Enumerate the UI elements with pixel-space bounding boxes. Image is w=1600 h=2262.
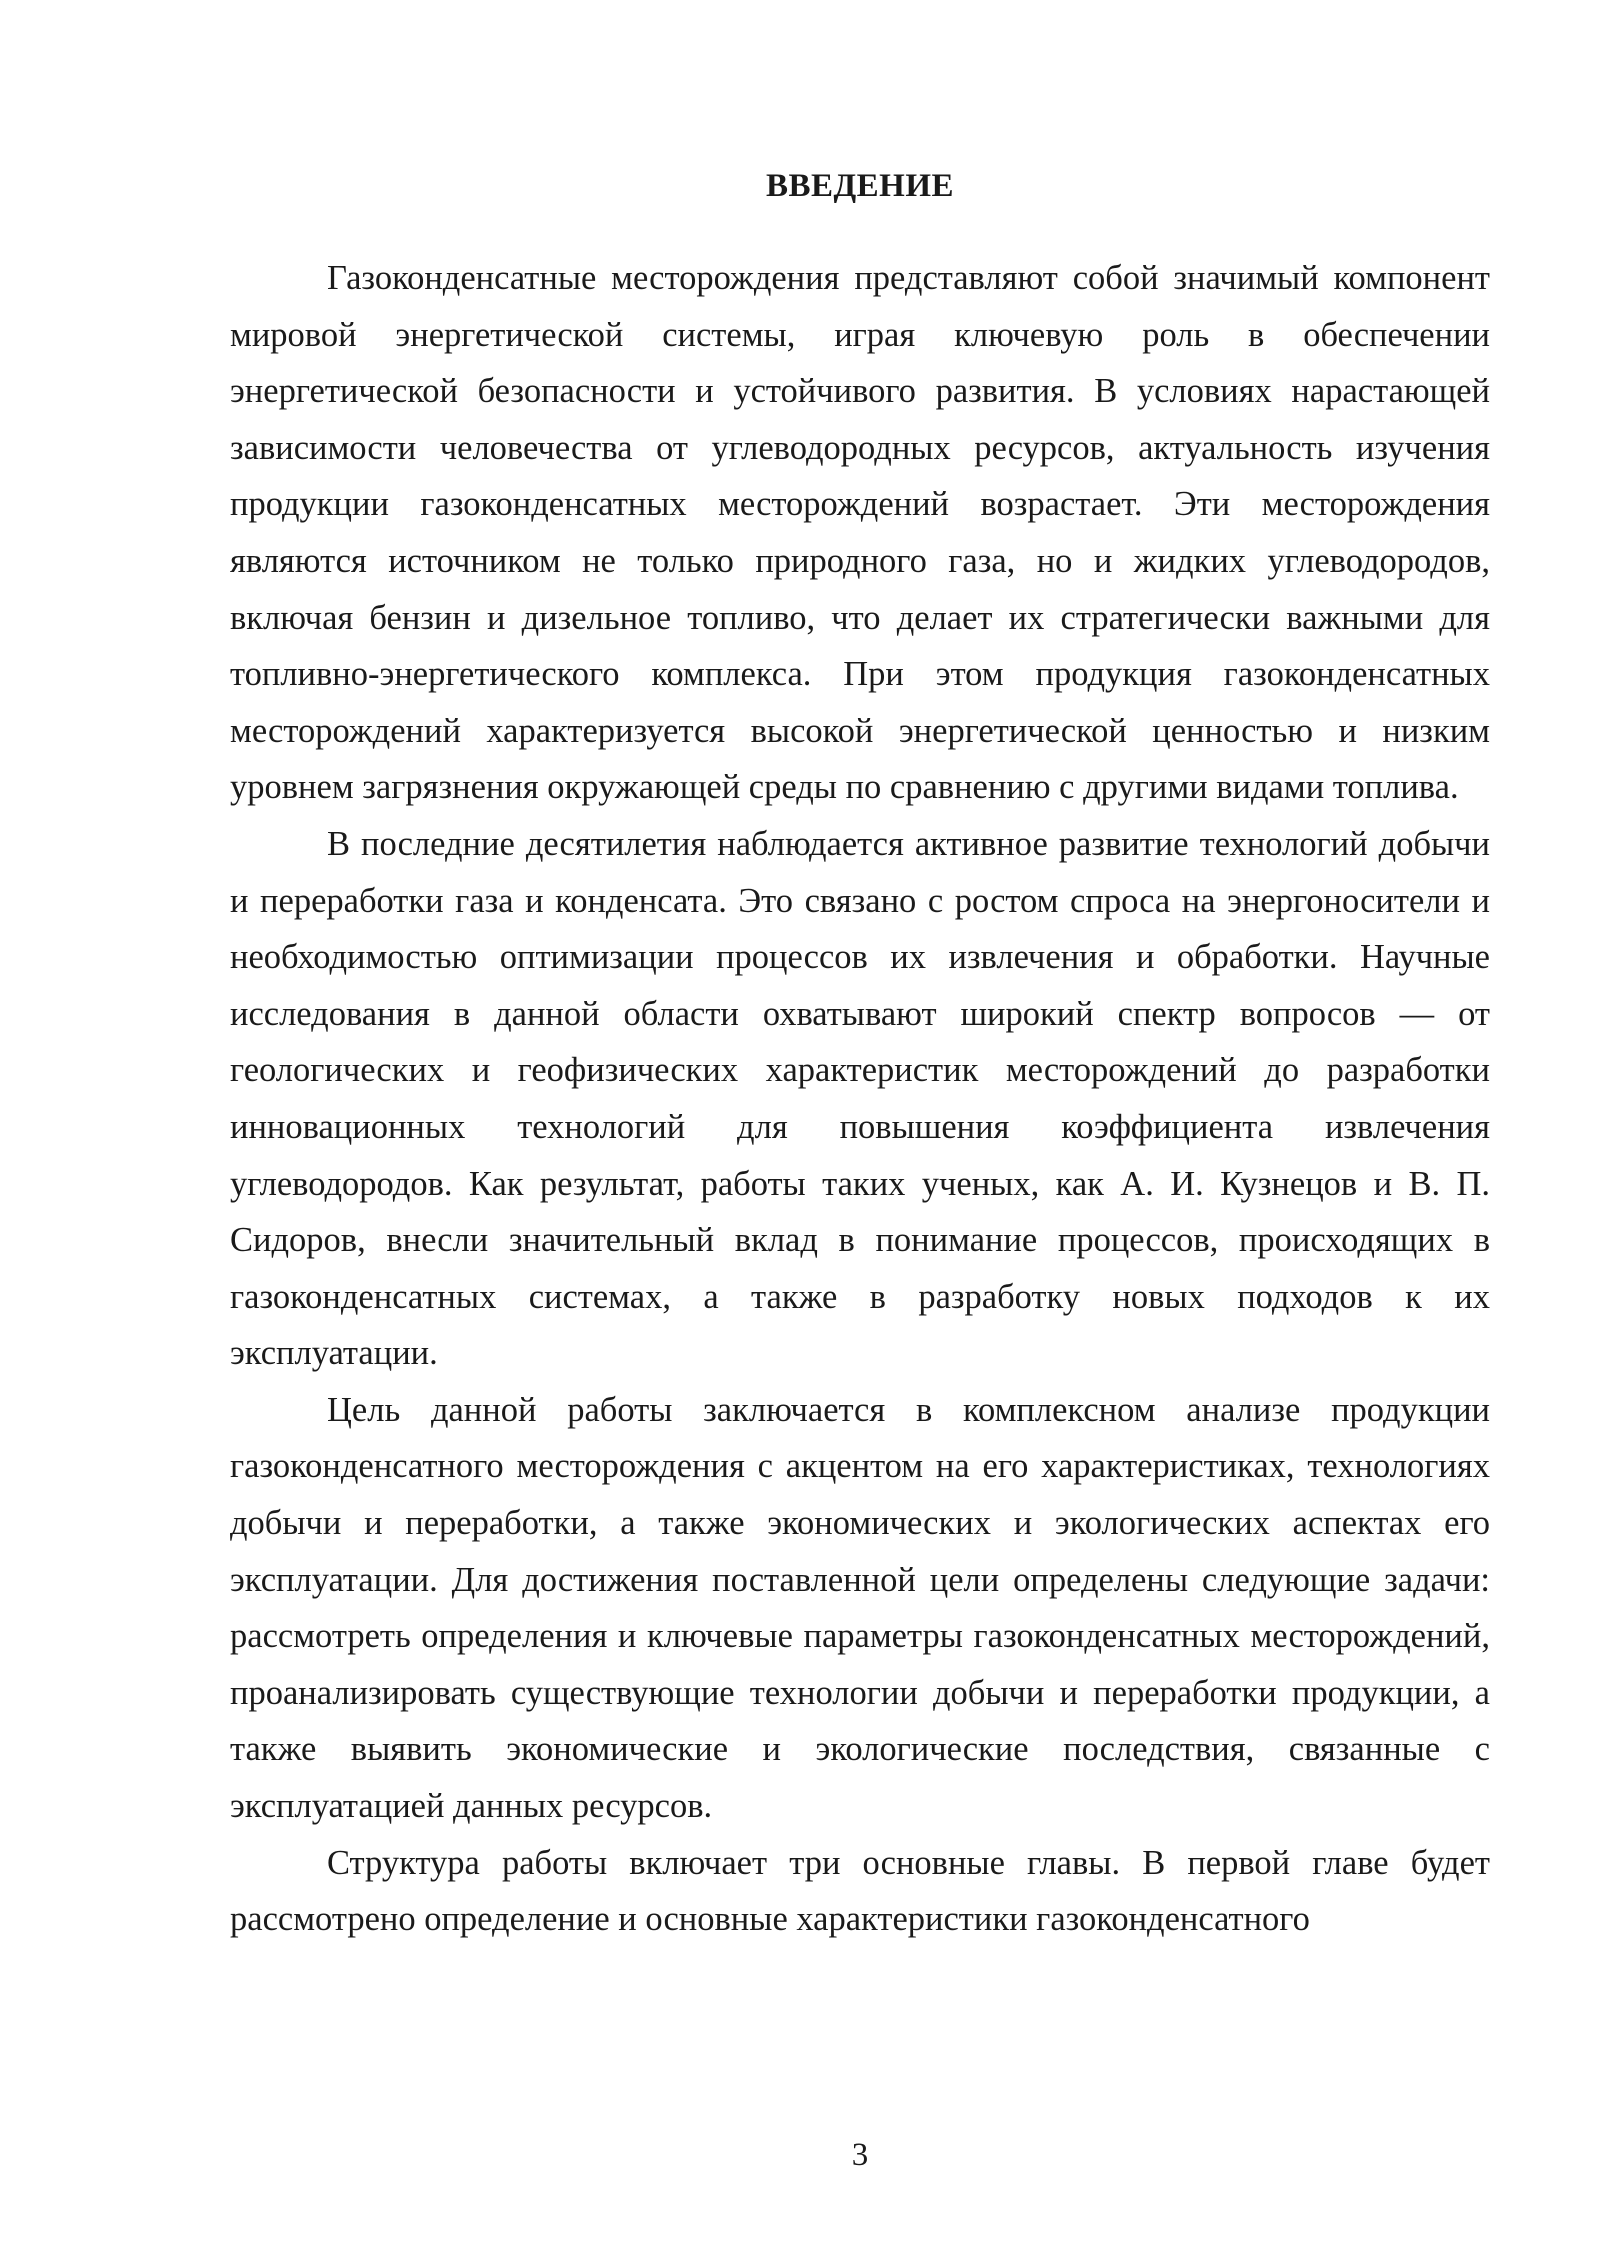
page-number: 3: [851, 2137, 869, 2173]
paragraph-2: В последние десятилетия наблюдается активное развитие технологий добычи и переработки газа и конденсата. Это связано с ростом спроса на энергоносители и необходимостью оптимизации процессов их извлечения и обработки. Научные исследования в данной области охватывают широкий спектр вопросов — от геологических и геофизических характеристик месторождений до разработки инновационных технологий для повышения коэффициента извлечения углеводородов. Как результат, работы таких ученых, как А. И. Кузнецов и В. П. Сидоров, внесли значительный вклад в понимание процессов, происходящих в газоконденсатных системах, а также в разработку новых подходов к их эксплуатации.: [230, 824, 1490, 1373]
body-text: [230, 250, 1490, 2110]
paragraph-4: Структура работы включает три основные главы. В первой главе будет рассмотрено определение и основные характеристики газоконденсатного: [230, 1843, 1490, 1939]
section-heading: ВВЕДЕНИЕ: [765, 168, 955, 204]
paragraph-1: Газоконденсатные месторождения представляют собой значимый компонент мировой энергетической системы, играя ключевую роль в обеспечении энергетической безопасности и устойчивого развития. В условиях нарастающей зависимости человечества от углеводородных ресурсов, актуальность изучения продукции газоконденсатных месторождений возрастает. Эти месторождения являются источником не только природного газа, но и жидких углеводородов, включая бензин и дизельное топливо, что делает их стратегически важными для топливно-энергетического комплекса. При этом продукция газоконденсатных месторождений характеризуется высокой энергетической ценностью и низким уровнем загрязнения окружающей среды по сравнению с другими видами топлива.: [230, 259, 1490, 807]
paragraph-3: Цель данной работы заключается в комплексном анализе продукции газоконденсатного месторождения с акцентом на его характеристиках, технологиях добычи и переработки, а также экономических и экологических аспектах его эксплуатации. Для достижения поставленной цели определены следующие задачи: рассмотреть определения и ключевые параметры газоконденсатных месторождений, проанализировать существующие технологии добычи и переработки продукции, а также выявить экономические и экологические последствия, связанные с эксплуатацией данных ресурсов.: [230, 1390, 1490, 1826]
